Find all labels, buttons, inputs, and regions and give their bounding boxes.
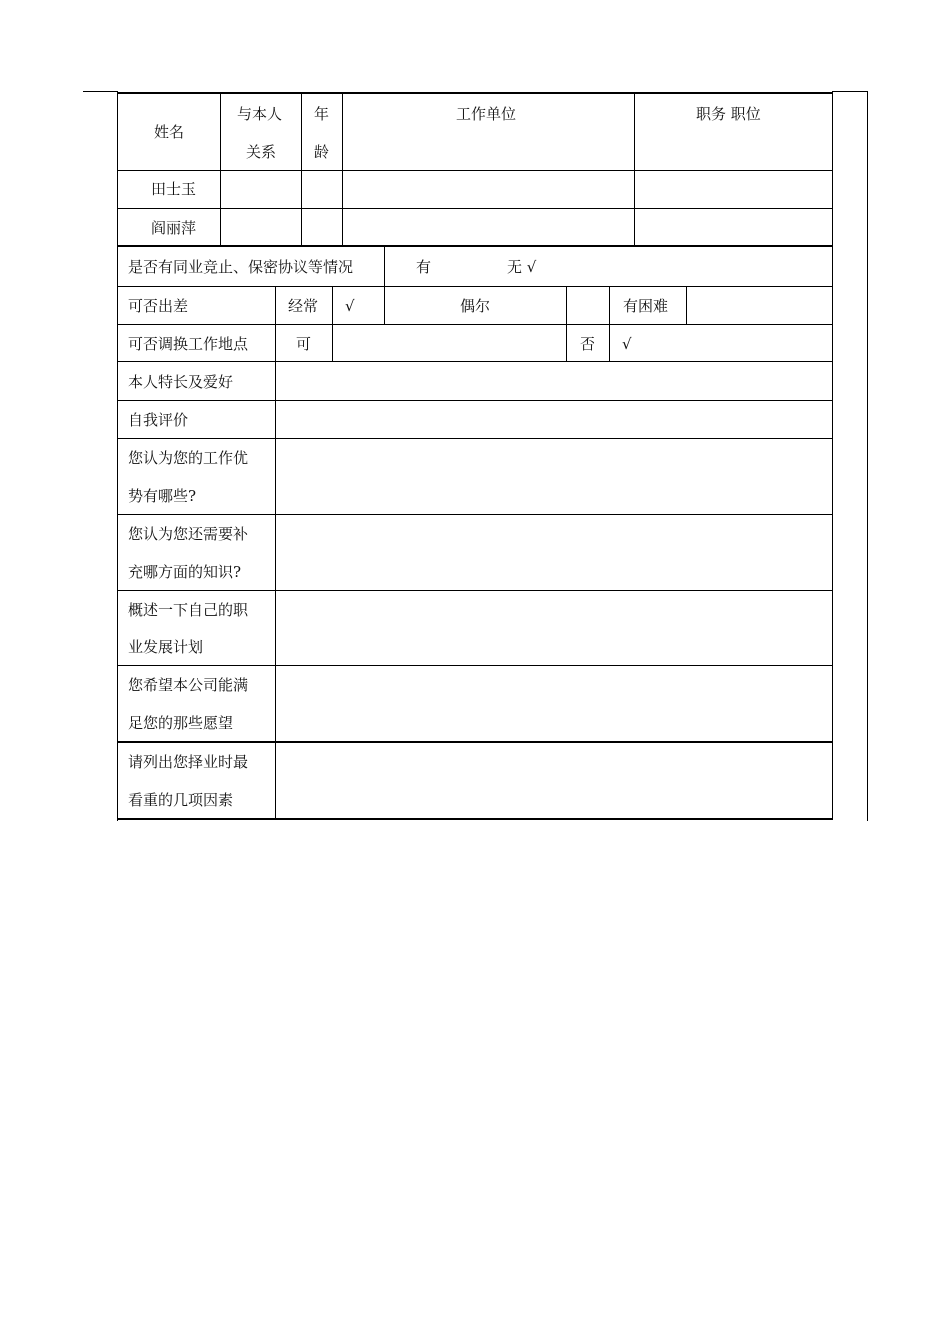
- header-relation-line2: 关系: [246, 143, 277, 161]
- question-label-line2: 看重的几项因素: [128, 791, 234, 809]
- header-position: 职务 职位: [696, 105, 761, 123]
- noncompete-option-yes: 有: [416, 258, 432, 276]
- travel-label: 可否出差: [128, 297, 189, 315]
- relocation-no-check: √: [622, 335, 632, 353]
- travel-often: 经常: [288, 297, 319, 315]
- question-label-line2: 势有哪些?: [128, 487, 197, 505]
- question-label-line2: 充哪方面的知识?: [128, 563, 242, 581]
- travel-sometimes: 偶尔: [460, 297, 491, 315]
- noncompete-option-no: 无 √: [507, 258, 537, 276]
- header-name: 姓名: [154, 123, 185, 141]
- header-age-line1: 年: [314, 105, 330, 123]
- question-label-line1: 您认为您的工作优: [128, 449, 249, 467]
- question-label: 自我评价: [128, 411, 189, 429]
- question-label-line2: 业发展计划: [128, 638, 204, 656]
- question-label-line1: 您认为您还需要补: [128, 525, 249, 543]
- question-label-line1: 请列出您择业时最: [128, 753, 249, 771]
- relocation-no: 否: [580, 335, 596, 353]
- question-label-line1: 您希望本公司能满: [128, 676, 249, 694]
- noncompete-label: 是否有同业竞止、保密协议等情况: [128, 258, 354, 276]
- family-member-name: 田士玉: [151, 180, 197, 198]
- family-member-name: 阎丽萍: [151, 219, 197, 237]
- question-label-line1: 概述一下自己的职: [128, 601, 249, 619]
- header-relation-line1: 与本人: [237, 105, 283, 123]
- relocation-yes: 可: [296, 335, 312, 353]
- header-employer: 工作单位: [456, 105, 517, 123]
- travel-often-check: √: [345, 297, 355, 315]
- travel-difficult: 有困难: [623, 297, 669, 315]
- header-age-line2: 龄: [314, 143, 330, 161]
- question-label-line2: 足您的那些愿望: [128, 714, 234, 732]
- question-label: 本人特长及爱好: [128, 373, 234, 391]
- relocation-label: 可否调换工作地点: [128, 335, 249, 353]
